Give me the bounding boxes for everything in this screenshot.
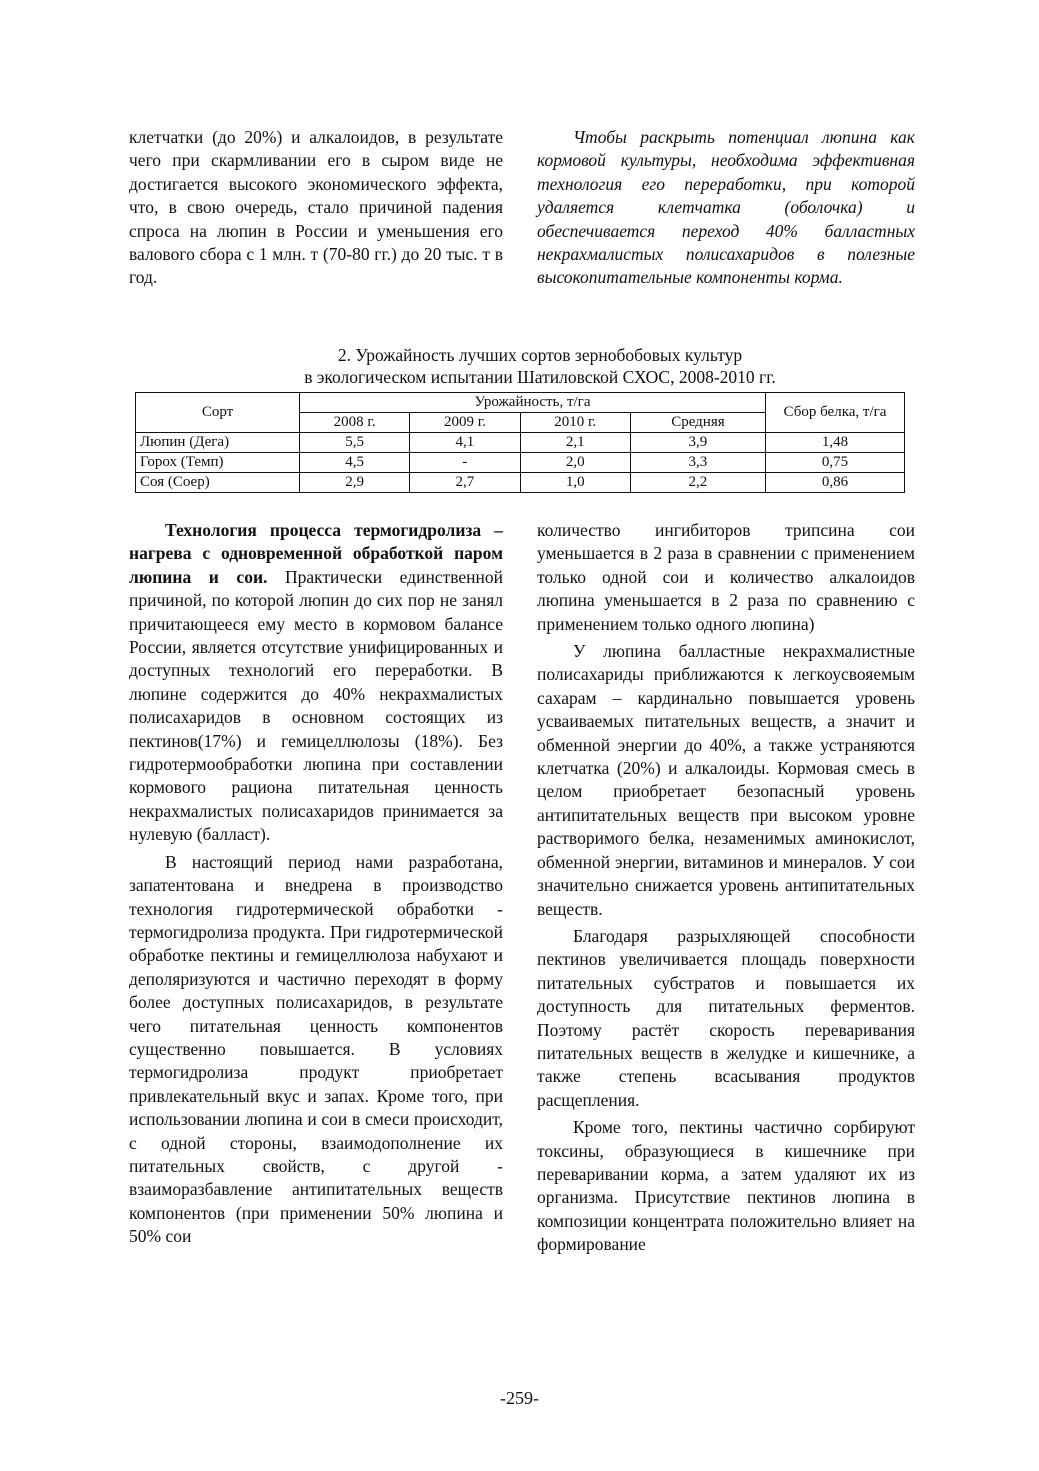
cell-value: 1,48 — [766, 433, 905, 453]
cell-value: 3,3 — [630, 453, 765, 473]
table-caption-line2: в экологическом испытании Шатиловской СХОС, 2008-2010 гг. — [304, 367, 776, 387]
cell-value: 0,86 — [766, 473, 905, 493]
cell-value: 0,75 — [766, 453, 905, 473]
table-header-row — [136, 393, 905, 413]
paragraph-italic: Чтобы раскрыть потенциал люпина как кормовой культуры, необходима эффективная технология его переработки, при которой удаляется клетчатка (оболочка) и обеспечивается переход 40% балластных некрахмалистых полисахаридов в полезные высокопитательные компоненты корма. — [537, 127, 915, 288]
text-column-bottom-left — [129, 519, 503, 1249]
table-row — [136, 473, 905, 493]
table-row — [136, 433, 905, 453]
text-column-top-right — [537, 126, 915, 290]
paragraph: Благодаря разрыхляющей способности пектинов увеличивается площадь поверхности питательных субстратов и повышается их доступность для питательных ферментов. Поэтому растёт скорость переваривания питательных веществ в желудке и кишечнике, а также степень всасывания продуктов расщепления. — [537, 925, 915, 1110]
paragraph: количество ингибиторов трипсина сои уменьшается в 2 раза в сравнении с применением только одной сои и количество алкалоидов люпина уменьшается в 2 раза по сравнению с применением только одного люпина) — [537, 520, 915, 634]
paragraph: В настоящий период нами разработана, запатентована и внедрена в производство технология гидротермической обработки - термогидролиза продукта. При гидротермической обработке пектины и гемицеллюлоза набухают и деполяризуются и частично переходят в форму более доступных полисахаридов, в результате чего питательная ценность компонентов существенно повышается. В условиях термогидролиза продукт приобретает привлекательный вкус и запах. Кроме того, при использовании люпина и сои в смеси происходит, с одной стороны, взаимодополнение их питательных свойств, с другой - взаиморазбавление антипитательных веществ компонентов (при применении 50% люпина и 50% сои — [129, 851, 503, 1247]
header-yield: Урожайность, т/га — [300, 393, 766, 413]
cell-value: 5,5 — [300, 433, 410, 453]
paragraph — [129, 519, 503, 847]
text-column-bottom-right — [537, 519, 915, 1257]
cell-value: 2,2 — [630, 473, 765, 493]
cell-value: 4,1 — [410, 433, 520, 453]
header-variety: Сорт — [136, 393, 300, 433]
yield-table-wrapper — [135, 392, 905, 493]
cell-value: - — [410, 453, 520, 473]
page-number: -259- — [500, 1388, 539, 1408]
header-year: 2009 г. — [410, 413, 520, 433]
cell-value: 2,1 — [520, 433, 630, 453]
cell-value: 4,5 — [300, 453, 410, 473]
paragraph: Кроме того, пектины частично сорбируют токсины, образующиеся в кишечнике при переваривании корма, а затем удаляют их из организма. Присутствие пектинов люпина в композиции концентрата положительно влияет на формирование — [537, 1117, 915, 1255]
table-caption-line1: 2. Урожайность лучших сортов зернобобовых культур — [337, 345, 743, 365]
table-row — [136, 453, 905, 473]
cell-value: 2,7 — [410, 473, 520, 493]
cell-value: 1,0 — [520, 473, 630, 493]
header-year: 2010 г. — [520, 413, 630, 433]
text-column-top-left — [129, 126, 503, 290]
table-caption — [200, 344, 880, 388]
cell-variety: Соя (Соер) — [136, 473, 300, 493]
cell-variety: Горох (Темп) — [136, 453, 300, 473]
paragraph: У люпина балластные некрахмалистные полисахариды приближаются к легкоусвояемым сахарам – кардинально повышается уровень усваиваемых питательных веществ, а значит и обменной энергии до 40%, а также устраняются клетчатка (20%) и алкалоиды. Кормовая смесь в целом приобретает безопасный уровень антипитательных веществ при высоком уровне растворимого белка, незаменимых аминокислот, обменной энергии, витаминов и минералов. У сои значительно снижается уровень антипитательных веществ. — [537, 641, 915, 919]
cell-value: 2,9 — [300, 473, 410, 493]
header-protein: Сбор белка, т/га — [766, 393, 905, 433]
cell-variety: Люпин (Дега) — [136, 433, 300, 453]
yield-table — [135, 392, 905, 493]
cell-value: 2,0 — [520, 453, 630, 473]
paragraph-text: Практически единственной причиной, по которой люпин до сих пор не занял причитающееся ему место в кормовом балансе России, является отсутствие унифицированных и доступных технологий его переработки. В люпине содержится до 40% некрахмалистых полисахаридов в основном состоящих из пектинов(17%) и гемицеллюлозы (18%). Без гидротермообработки люпина при составлении кормового рациона питательная ценность некрахмалистых полисахаридов принимается за нулевую (балласт). — [129, 566, 503, 845]
section-heading: Технология процесса термогидролиза – нагрева с одновременной обработкой паром люпина и сои. — [129, 520, 503, 587]
cell-value: 3,9 — [630, 433, 765, 453]
header-year: 2008 г. — [300, 413, 410, 433]
paragraph: клетчатки (до 20%) и алкалоидов, в результате чего при скармливании его в сыром виде не достигается высокого экономического эффекта, что, в свою очередь, стало причиной падения спроса на люпин в России и уменьшения его валового сбора с 1 млн. т (70-80 гг.) до 20 тыс. т в год. — [129, 127, 503, 288]
header-year: Средняя — [630, 413, 765, 433]
